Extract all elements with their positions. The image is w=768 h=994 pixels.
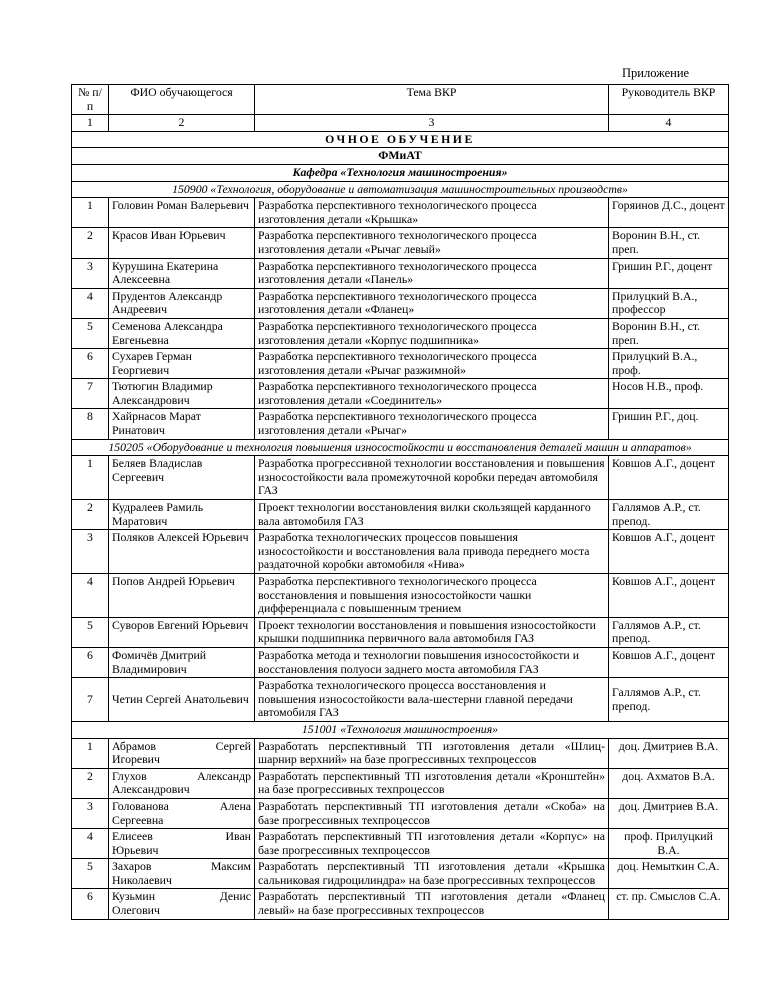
- row-number: 6: [72, 647, 109, 677]
- header-row: [72, 85, 729, 115]
- table-row: [72, 647, 729, 677]
- column-number-row: [72, 115, 729, 132]
- supervisor: Воронин В.Н., ст. преп.: [609, 318, 729, 348]
- student-name: Головин Роман Валерьевич: [109, 198, 255, 228]
- student-name: [109, 829, 255, 859]
- header-supervisor: Руководитель ВКР: [609, 85, 729, 115]
- supervisor: Прилуцкий В.А., профессор: [609, 288, 729, 318]
- student-name: Попов Андрей Юрьевич: [109, 574, 255, 618]
- table-row: [72, 258, 729, 288]
- table-row: [72, 349, 729, 379]
- student-name: Хайрнасов Марат Ринатович: [109, 409, 255, 439]
- student-name: Суворов Евгений Юрьевич: [109, 617, 255, 647]
- supervisor: проф. Прилуцкий В.А.: [609, 829, 729, 859]
- supervisor: доц. Дмитриев В.А.: [609, 798, 729, 828]
- table-row: [72, 678, 729, 722]
- section-row: [72, 721, 729, 738]
- row-number: 3: [72, 258, 109, 288]
- table-row: [72, 889, 729, 919]
- supervisor: доц. Ахматов В.А.: [609, 768, 729, 798]
- student-name: [109, 889, 255, 919]
- thesis-topic: Проект технологии восстановления и повышения износостойкости крышки подшипника первичного вала автомобиля ГАЗ: [255, 617, 609, 647]
- supervisor: Воронин В.Н., ст. преп.: [609, 228, 729, 258]
- thesis-topic: Разработать перспективный ТП изготовления детали «Скоба» на базе прогрессивных техпроцессов: [255, 798, 609, 828]
- department-row: [72, 164, 729, 181]
- student-name-line: Глухов Александр: [112, 768, 251, 783]
- student-name-line: Голованова Алена: [112, 798, 251, 813]
- thesis-topic: Разработка перспективного технологического процесса изготовления детали «Панель»: [255, 258, 609, 288]
- row-number: 8: [72, 409, 109, 439]
- table-row: [72, 738, 729, 768]
- student-name: Прудентов Александр Андреевич: [109, 288, 255, 318]
- thesis-topic: Разработать перспективный ТП изготовления детали «Кронштейн» на базе прогрессивных техпроцессов: [255, 768, 609, 798]
- student-name-line: Николаевич: [112, 872, 172, 887]
- thesis-topic: Разработка перспективного технологического процесса изготовления детали «Рычаг»: [255, 409, 609, 439]
- section-title: 151001 «Технология машиностроения»: [72, 721, 729, 738]
- table-row: [72, 228, 729, 258]
- thesis-topic: Разработка перспективного технологического процесса изготовления детали «Соединитель»: [255, 379, 609, 409]
- thesis-topic: Разработать перспективный ТП изготовления детали «Фланец левый» на базе прогрессивных техпроцессов: [255, 889, 609, 919]
- student-name: Поляков Алексей Юрьевич: [109, 530, 255, 574]
- thesis-topic: Разработка перспективного технологического процесса изготовления детали «Рычаг разжимной»: [255, 349, 609, 379]
- study-form: ОЧНОЕ ОБУЧЕНИЕ: [72, 131, 729, 148]
- thesis-topic: Разработка технологических процессов повышения износостойкости и восстановления вала привода переднего моста раздаточной коробки автомобиля «Нива»: [255, 530, 609, 574]
- row-number: 2: [72, 768, 109, 798]
- table-row: [72, 288, 729, 318]
- row-number: 2: [72, 228, 109, 258]
- thesis-topic: Разработка перспективного технологического процесса изготовления детали «Крышка»: [255, 198, 609, 228]
- supervisor: Носов Н.В., проф.: [609, 379, 729, 409]
- row-number: 5: [72, 859, 109, 889]
- table-row: [72, 798, 729, 828]
- row-number: 6: [72, 889, 109, 919]
- thesis-topic: Разработка метода и технологии повышения износостойкости и восстановления полуоси заднего моста автомобиля ГАЗ: [255, 647, 609, 677]
- row-number: 1: [72, 198, 109, 228]
- table-row: [72, 318, 729, 348]
- supervisor: Ковшов А.Г., доцент: [609, 647, 729, 677]
- student-name-line: Абрамов Сергей: [112, 738, 251, 753]
- thesis-topic: Разработка прогрессивной технологии восстановления и повышения износостойкости вала промежуточной коробки передач автомобиля ГАЗ: [255, 456, 609, 500]
- student-name-line: Юрьевич: [112, 842, 159, 857]
- col-number: 1: [72, 115, 109, 132]
- student-name-line: Кузьмин Денис: [112, 889, 251, 904]
- thesis-topic: Разработка перспективного технологического процесса изготовления детали «Рычаг левый»: [255, 228, 609, 258]
- row-number: 7: [72, 678, 109, 722]
- col-number: 2: [109, 115, 255, 132]
- supervisor: Галлямов А.Р., ст. препод.: [609, 678, 729, 722]
- table-row: [72, 198, 729, 228]
- table-row: [72, 768, 729, 798]
- thesis-topic: Разработать перспективный ТП изготовления детали «Шлиц-шарнир верхний» на базе прогрессивных техпроцессов: [255, 738, 609, 768]
- student-name: Фомичёв Дмитрий Владимирович: [109, 647, 255, 677]
- faculty-row: [72, 148, 729, 165]
- student-name-line: Александрович: [112, 782, 190, 797]
- student-name: Тютюгин Владимир Александрович: [109, 379, 255, 409]
- thesis-topic: Разработка технологического процесса восстановления и повышения износостойкости вала-шестерни главной передачи автомобиля ГАЗ: [255, 678, 609, 722]
- student-name-line: Сергеевна: [112, 812, 164, 827]
- section-row: [72, 439, 729, 456]
- supervisor: Галлямов А.Р., ст. препод.: [609, 617, 729, 647]
- department: Кафедра «Технология машиностроения»: [72, 164, 729, 181]
- supervisor: Галлямов А.Р., ст. препод.: [609, 500, 729, 530]
- supervisor: доц. Дмитриев В.А.: [609, 738, 729, 768]
- thesis-topic: Разработать перспективный ТП изготовления детали «Корпус» на базе прогрессивных техпроцессов: [255, 829, 609, 859]
- row-number: 1: [72, 456, 109, 500]
- thesis-topic: Проект технологии восстановления вилки скользящей карданного вала автомобиля ГАЗ: [255, 500, 609, 530]
- student-name-line: Игоревич: [112, 752, 160, 767]
- student-name-line: Елисеев Иван: [112, 829, 251, 844]
- table-row: [72, 574, 729, 618]
- appendix-label: Приложение: [622, 66, 690, 80]
- form-row: [72, 131, 729, 148]
- student-name: Курушина Екатерина Алексеевна: [109, 258, 255, 288]
- table-row: [72, 829, 729, 859]
- section-title: 150900 «Технология, оборудование и автоматизация машиностроительных производств»: [72, 181, 729, 198]
- student-name: [109, 798, 255, 828]
- header-topic: Тема ВКР: [255, 85, 609, 115]
- row-number: 1: [72, 738, 109, 768]
- supervisor: Ковшов А.Г., доцент: [609, 530, 729, 574]
- table-row: [72, 456, 729, 500]
- section-title: 150205 «Оборудование и технология повышения износостойкости и восстановления деталей машин и аппаратов»: [72, 439, 729, 456]
- thesis-table: [71, 84, 729, 920]
- supervisor: Ковшов А.Г., доцент: [609, 574, 729, 618]
- supervisor: Горяинов Д.С., доцент: [609, 198, 729, 228]
- student-name: Беляев Владислав Сергеевич: [109, 456, 255, 500]
- row-number: 7: [72, 379, 109, 409]
- table-row: [72, 859, 729, 889]
- student-name: [109, 768, 255, 798]
- thesis-topic: Разработать перспективный ТП изготовления детали «Крышка сальниковая гидроцилиндра» на базе прогрессивных техпроцессов: [255, 859, 609, 889]
- row-number: 3: [72, 798, 109, 828]
- table-row: [72, 500, 729, 530]
- col-number: 3: [255, 115, 609, 132]
- thesis-topic: Разработка перспективного технологического процесса изготовления детали «Корпус подшипника»: [255, 318, 609, 348]
- student-name: Семенова Александра Евгеньевна: [109, 318, 255, 348]
- faculty: ФМиАТ: [72, 148, 729, 165]
- table-row: [72, 409, 729, 439]
- row-number: 4: [72, 288, 109, 318]
- header-num: № п/п: [72, 85, 109, 115]
- thesis-topic: Разработка перспективного технологического процесса изготовления детали «Фланец»: [255, 288, 609, 318]
- row-number: 6: [72, 349, 109, 379]
- student-name: [109, 859, 255, 889]
- row-number: 5: [72, 318, 109, 348]
- table-row: [72, 617, 729, 647]
- table-row: [72, 530, 729, 574]
- row-number: 4: [72, 829, 109, 859]
- header-student: ФИО обучающегося: [109, 85, 255, 115]
- supervisor: Гришин Р.Г., доц.: [609, 409, 729, 439]
- student-name: Красов Иван Юрьевич: [109, 228, 255, 258]
- student-name: Сухарев Герман Георгиевич: [109, 349, 255, 379]
- table-row: [72, 379, 729, 409]
- student-name: Четин Сергей Анатольевич: [109, 678, 255, 722]
- supervisor: Ковшов А.Г., доцент: [609, 456, 729, 500]
- student-name-line: Захаров Максим: [112, 859, 251, 874]
- row-number: 4: [72, 574, 109, 618]
- thesis-topic: Разработка перспективного технологического процесса восстановления и повышения износостойкости чашки дифференциала с повышенным трением: [255, 574, 609, 618]
- supervisor: ст. пр. Смыслов С.А.: [609, 889, 729, 919]
- supervisor: Прилуцкий В.А., проф.: [609, 349, 729, 379]
- supervisor: доц. Немыткин С.А.: [609, 859, 729, 889]
- row-number: 2: [72, 500, 109, 530]
- section-row: [72, 181, 729, 198]
- student-name-line: Олегович: [112, 903, 160, 918]
- supervisor: Гришин Р.Г., доцент: [609, 258, 729, 288]
- col-number: 4: [609, 115, 729, 132]
- student-name: [109, 738, 255, 768]
- student-name: Кудралеев Рамиль Маратович: [109, 500, 255, 530]
- row-number: 3: [72, 530, 109, 574]
- row-number: 5: [72, 617, 109, 647]
